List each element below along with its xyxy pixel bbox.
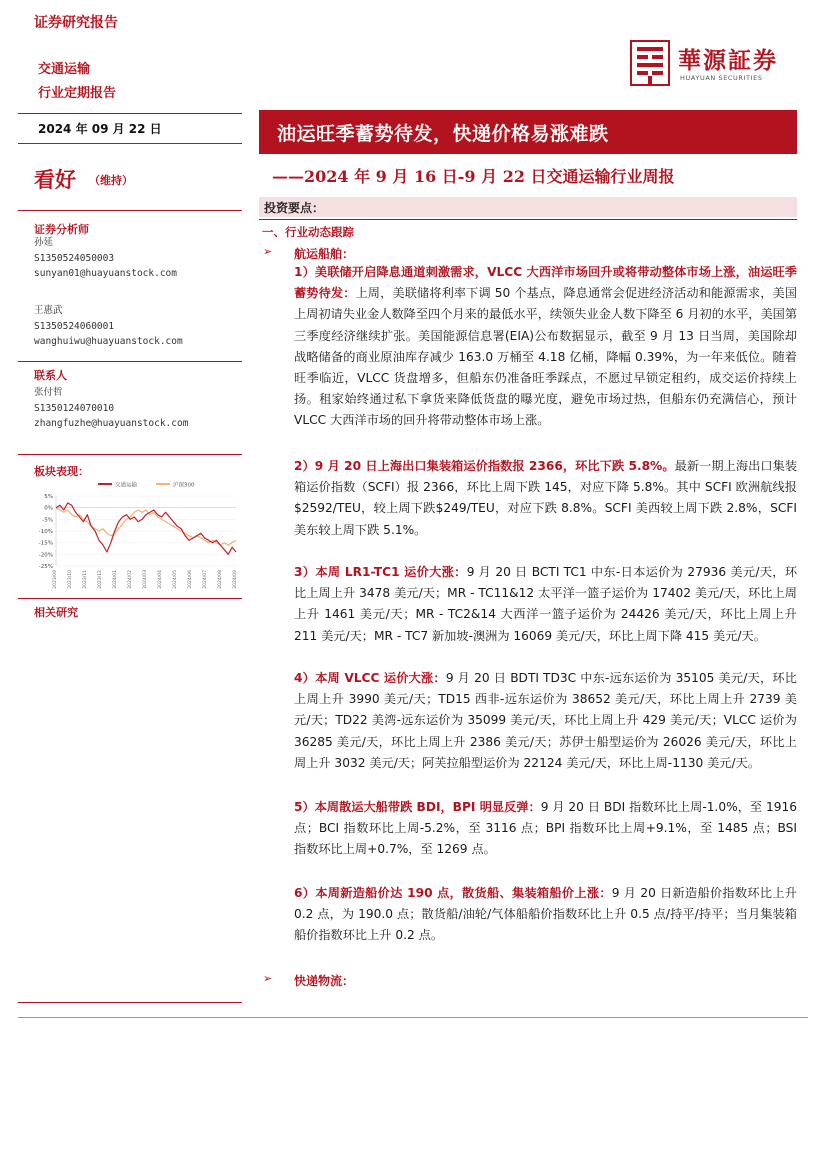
- y-tick-label: 5%: [44, 494, 53, 500]
- paragraph-heading: 3）本周 LR1-TC1 运价大涨：: [294, 565, 467, 579]
- x-tick-label: 2024/04: [158, 570, 163, 589]
- x-tick-label: 2023/10: [68, 570, 73, 589]
- rating: 看好: [34, 167, 76, 192]
- divider: [18, 361, 242, 362]
- x-tick-label: 2023/11: [83, 570, 88, 589]
- paragraph-4: [294, 668, 797, 774]
- divider: [18, 113, 242, 114]
- analyst-name: 孙延: [34, 237, 54, 248]
- section-heading: 一、行业动态跟踪: [262, 225, 354, 239]
- performance-heading: 板块表现：: [34, 465, 89, 478]
- paragraph-1: [294, 262, 797, 432]
- x-tick-label: 2024/01: [113, 570, 118, 589]
- x-tick-label: 2024/07: [203, 570, 208, 589]
- contact-cert: S1350124070010: [34, 402, 115, 414]
- paragraph-2: [294, 456, 797, 541]
- paragraph-5: [294, 797, 797, 861]
- contact: [34, 385, 188, 432]
- company-logo: [630, 40, 805, 90]
- contact-email: zhangfuzhe@huayuanstock.com: [34, 418, 189, 429]
- x-tick-label: 2024/09: [233, 570, 238, 589]
- report-kind-label: 行业定期报告: [38, 86, 117, 101]
- paragraph-heading: 4）本周 VLCC 运价大涨：: [294, 671, 446, 685]
- paragraph-heading: 5）本周散运大船带跌 BDI，BPI 明显反弹：: [294, 800, 541, 814]
- bullet-arrow-icon: ➢: [263, 245, 273, 258]
- rating-note: （维持）: [89, 174, 133, 187]
- paragraph-body: 9 月 20 日 BDI 指数环比上周-1.0%，至 1916 点；BCI 指数环比上周-5.2%，至 3116 点；BPI 指数环比上周+9.1%，至 1485 点；BSI 指数环比上周+0.7%，至 1269 点。: [294, 800, 797, 857]
- analyst-2: [34, 303, 183, 350]
- y-tick-label: -25%: [38, 564, 53, 570]
- legend-label: 交通运输: [115, 482, 138, 489]
- divider: [18, 143, 242, 144]
- paragraph-heading: 1）美联储开启降息通道刺激需求，VLCC 大西洋市场回升或将带动整体市场上涨，油运旺季蓄势待发：: [294, 265, 797, 301]
- y-tick-label: -5%: [42, 517, 53, 524]
- paragraph-3: [294, 562, 797, 647]
- analyst-name: 王惠武: [34, 305, 63, 316]
- x-tick-label: 2024/05: [173, 570, 178, 589]
- x-tick-label: 2024/03: [143, 570, 148, 589]
- contact-heading: 联系人: [34, 369, 67, 382]
- y-tick-label: -15%: [38, 540, 53, 547]
- bullet-arrow-icon: ➢: [263, 972, 273, 985]
- main-title: 油运旺季蓄势待发，快递价格易涨难跌: [277, 123, 609, 145]
- bullet-express: 快递物流：: [294, 974, 355, 988]
- divider: [18, 1002, 242, 1003]
- x-tick-label: 2023/12: [98, 570, 103, 589]
- bullet-shipping: 航运船舶：: [294, 247, 355, 261]
- y-tick-label: 0%: [44, 505, 53, 512]
- paragraph-body: 9 月 20 日新造船价指数环比上升 0.2 点，为 190.0 点；散货船/油轮/气体船船价指数环比上升 0.5 点/持平/持平；当月集装箱船价指数环比上升 0.2 点。: [294, 886, 797, 943]
- divider: [18, 454, 242, 455]
- analyst-email: sunyan01@huayuanstock.com: [34, 268, 177, 279]
- footer-divider: [18, 1017, 808, 1018]
- logo-cn-text: 華源証券: [678, 47, 778, 74]
- analyst-1: [34, 235, 177, 282]
- industry-label: 交通运输: [38, 62, 91, 77]
- paragraph-heading: 2）9 月 20 日上海出口集装箱运价指数报 2366，环比下跌 5.8%。: [294, 459, 675, 473]
- logo-mark-icon: [630, 40, 670, 86]
- divider: [259, 219, 797, 220]
- divider: [18, 210, 242, 211]
- x-tick-label: 2023/09: [53, 570, 58, 589]
- analysts-heading: 证券分析师: [34, 223, 89, 236]
- legend-label: 沪深300: [173, 482, 195, 489]
- paragraph-body: 最新一期上海出口集装箱运价指数（SCFI）报 2366，环比上周下跌 145，对应下降 5.8%。其中 SCFI 欧洲航线报$2592/TEU，较上周下跌$249/TEU，对应下跌 8.8%。SCFI 美西较上周下跌 2.8%，SCFI 美东较上周下跌 5.1%。: [294, 459, 798, 537]
- paragraph-heading: 6）本周新造船价达 190 点，散货船、集装箱船价上涨：: [294, 886, 612, 900]
- paragraph-body: 9 月 20 日 BDTI TD3C 中东-远东运价为 35105 美元/天，环比上周上升 3990 美元/天；TD15 西非-远东运价为 38652 美元/天，环比上周上升 2739 美元/天；TD22 美湾-远东运价为 35099 美元/天，环比上周上升 429 美元/天；VLCC 运价为 36285 美元/天，环比上周上升 2386 美元/天；苏伊士船型运价为 26026 美元/天，环比上周上升 3032 美元/天；阿芙拉船型运价为 22124 美元/天，环比上周-1130 美元/天。: [294, 671, 797, 770]
- contact-name: 张付哲: [34, 387, 63, 398]
- paragraph-body: 上周，美联储将利率下调 50 个基点，降息通常会促进经济活动和能源需求，美国上周初请失业金人数降至四个月来的最低水平，续领失业金人数下降至 6 月初的水平，美国第三季度经济继续扩张。美国能源信息署(EIA)公布数据显示，截至 9 月 13 日当周，美国除却战略储备的商业原油库存减少 163.0 万桶至 4.18 亿桶，降幅 0.39%，为一年来低位。随着旺季临近，VLCC 货盘增多，但船东仍准备旺季踩点，不愿过早锁定租约，成交运价持续上扬。租家始终通过私下拿货来降低货盘的曝光度，避免市场过热，但船东仍充满信心，预计 VLCC 大西洋市场的回升将带动整体市场上涨。: [294, 286, 798, 428]
- report-date: 2024 年 09 月 22 日: [38, 122, 162, 136]
- related-research-heading: 相关研究: [34, 606, 78, 619]
- y-tick-label: -20%: [38, 552, 53, 559]
- paragraph-6: [294, 883, 797, 947]
- report-type-label: 证券研究报告: [34, 15, 118, 31]
- x-tick-label: 2024/06: [188, 570, 193, 589]
- x-tick-label: 2024/02: [128, 570, 133, 589]
- title-banner: [259, 110, 797, 154]
- logo-en-text: HUAYUAN SECURITIES: [680, 74, 763, 82]
- analyst-email: wanghuiwu@huayuanstock.com: [34, 336, 183, 347]
- analyst-cert: S1350524060001: [34, 320, 115, 332]
- paragraph-body: 9 月 20 日 BCTI TC1 中东-日本运价为 27936 美元/天，环比上周上升 3478 美元/天；MR - TC11&12 太平洋一篮子运价为 17402 美元/天，环比上周上升 1461 美元/天；MR - TC2&14 大西洋一篮子运价为 24426 美元/天，环比上周上升 211 美元/天；MR - TC7 新加坡-澳洲为 16069 美元/天，环比上周下降 415 美元/天。: [294, 565, 798, 643]
- analyst-cert: S1350524050003: [34, 252, 115, 264]
- sector-performance-chart: [26, 478, 241, 596]
- key-points-label: 投资要点：: [264, 201, 325, 215]
- key-points-bar: [259, 197, 797, 217]
- series-line: [56, 508, 236, 545]
- divider: [18, 598, 242, 599]
- x-tick-label: 2024/08: [218, 570, 223, 589]
- y-tick-label: -10%: [38, 529, 53, 535]
- subtitle: ——2024 年 9 月 16 日-9 月 22 日交通运输行业周报: [272, 167, 675, 186]
